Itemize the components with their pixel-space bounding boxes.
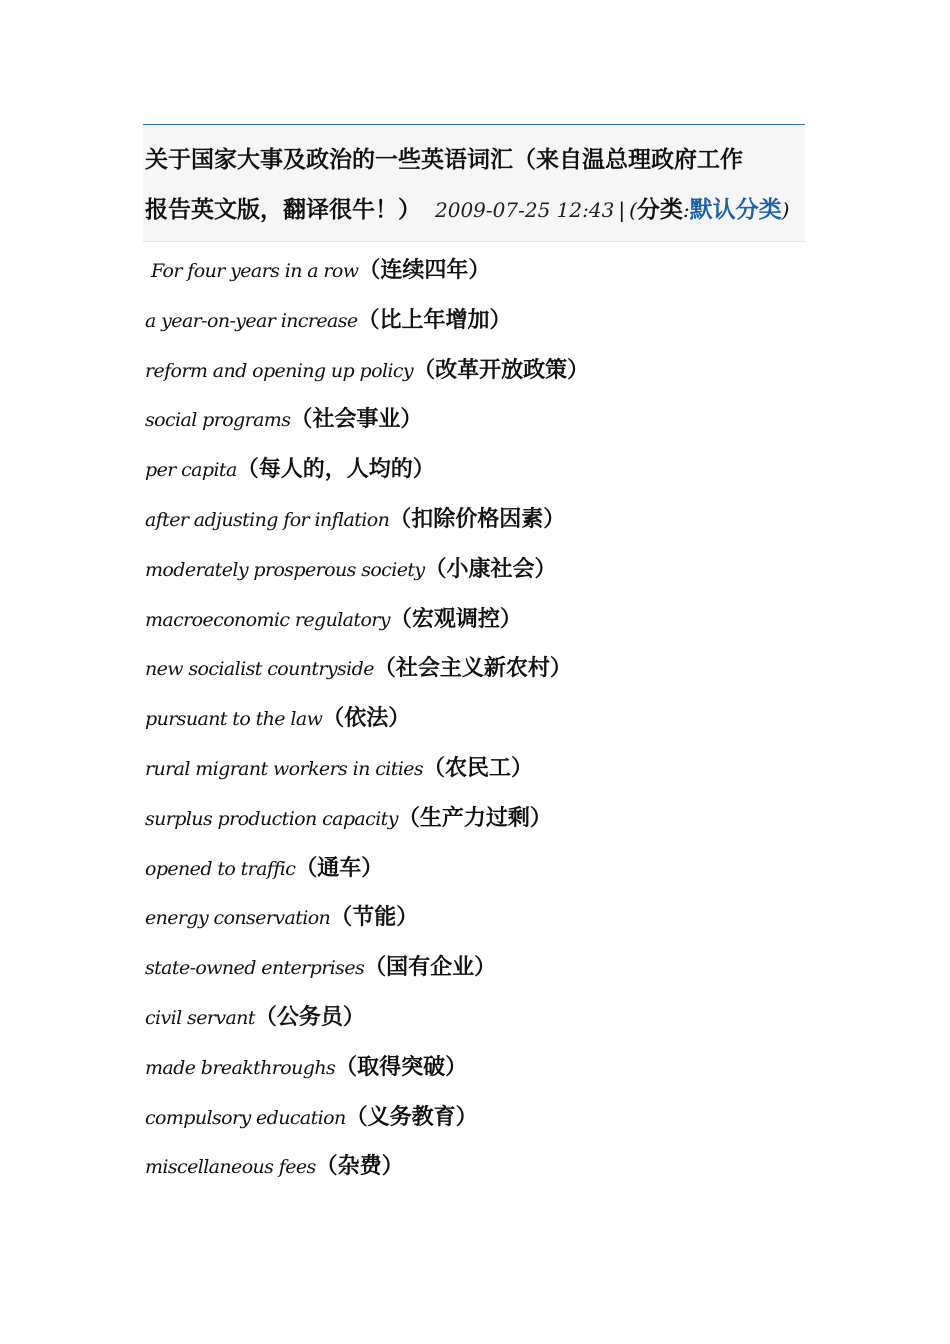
- vocab-english: pursuant to the law: [145, 708, 323, 731]
- vocab-english: miscellaneous fees: [145, 1156, 316, 1179]
- vocab-english: macroeconomic regulatory: [145, 608, 390, 631]
- vocab-chinese: （生产力过剩）: [397, 805, 552, 831]
- category-paren-close: ): [781, 198, 790, 222]
- category-label: 分类: [636, 197, 683, 223]
- vocab-item: [145, 346, 805, 396]
- category-colon: :: [682, 198, 690, 222]
- vocab-english: per capita: [145, 459, 237, 482]
- vocab-item: [145, 644, 805, 694]
- vocab-item: [145, 246, 805, 296]
- vocab-english: For four years in a row: [151, 260, 359, 282]
- vocab-chinese: （公务员）: [254, 1004, 365, 1030]
- vocab-item: [145, 893, 805, 943]
- vocab-chinese: （农民工）: [423, 755, 534, 781]
- vocab-chinese: （依法）: [322, 706, 411, 732]
- vocab-english: social programs: [145, 409, 291, 432]
- vocab-english: civil servant: [145, 1006, 255, 1029]
- vocab-english: moderately prosperous society: [145, 558, 425, 581]
- vocab-item: [145, 296, 805, 346]
- vocab-item: [145, 694, 805, 744]
- vocab-chinese: （杂费）: [315, 1154, 404, 1180]
- vocab-english: opened to traffic: [145, 857, 296, 880]
- vocab-chinese: （连续四年）: [358, 258, 491, 283]
- vocab-chinese: （宏观调控）: [389, 606, 522, 632]
- vocab-item: [145, 445, 805, 495]
- vocab-chinese: （社会主义新农村）: [373, 656, 572, 682]
- vocab-english: reform and opening up policy: [145, 359, 414, 382]
- vocab-english: made breakthroughs: [145, 1056, 336, 1079]
- vocab-item: [145, 1142, 805, 1192]
- vocab-chinese: （节能）: [330, 905, 419, 931]
- vocab-chinese: （社会事业）: [290, 407, 423, 433]
- vocab-item: [145, 1043, 805, 1093]
- vocab-chinese: （取得突破）: [335, 1054, 468, 1080]
- category-link[interactable]: 默认分类: [689, 197, 782, 223]
- vocab-chinese: （扣除价格因素）: [389, 506, 566, 532]
- vocab-item: [145, 495, 805, 545]
- vocab-chinese: （义务教育）: [345, 1104, 478, 1130]
- vocab-item: [145, 545, 805, 595]
- vocab-item: [145, 595, 805, 645]
- post-title-line-1: 关于国家大事及政治的一些英语词汇（来自温总理政府工作: [145, 147, 743, 173]
- vocab-chinese: （每人的，人均的）: [236, 457, 435, 483]
- meta-separator: |: [618, 198, 626, 222]
- vocab-chinese: （国有企业）: [364, 955, 497, 981]
- vocab-english: surplus production capacity: [145, 807, 398, 830]
- vocab-english: rural migrant workers in cities: [145, 757, 424, 780]
- vocab-english: after adjusting for inflation: [145, 508, 390, 531]
- vocab-chinese: （通车）: [295, 855, 384, 881]
- vocab-english: energy conservation: [145, 907, 331, 930]
- vocab-item: [145, 794, 805, 844]
- vocab-item: [145, 744, 805, 794]
- post-title-continued: 报告英文版，翻译很牛！）: [145, 197, 421, 223]
- vocab-item: [145, 395, 805, 445]
- post-date: 2009-07-25 12:43: [435, 198, 615, 222]
- vocab-chinese: （小康社会）: [424, 556, 557, 582]
- vocab-item: [145, 943, 805, 993]
- vocabulary-list: [145, 246, 805, 1192]
- vocab-english: a year-on-year increase: [145, 309, 358, 332]
- vocab-english: new socialist countryside: [145, 658, 374, 681]
- vocab-english: state-owned enterprises: [145, 957, 365, 980]
- post-title-line-2: [145, 195, 789, 225]
- vocab-english: compulsory education: [145, 1106, 346, 1129]
- vocab-chinese: （改革开放政策）: [413, 357, 590, 383]
- vocab-item: [145, 1093, 805, 1143]
- vocab-chinese: （比上年增加）: [357, 307, 512, 333]
- vocab-item: [145, 993, 805, 1043]
- vocab-item: [145, 844, 805, 894]
- category-paren-open: (: [629, 198, 637, 222]
- post-header: [143, 124, 805, 242]
